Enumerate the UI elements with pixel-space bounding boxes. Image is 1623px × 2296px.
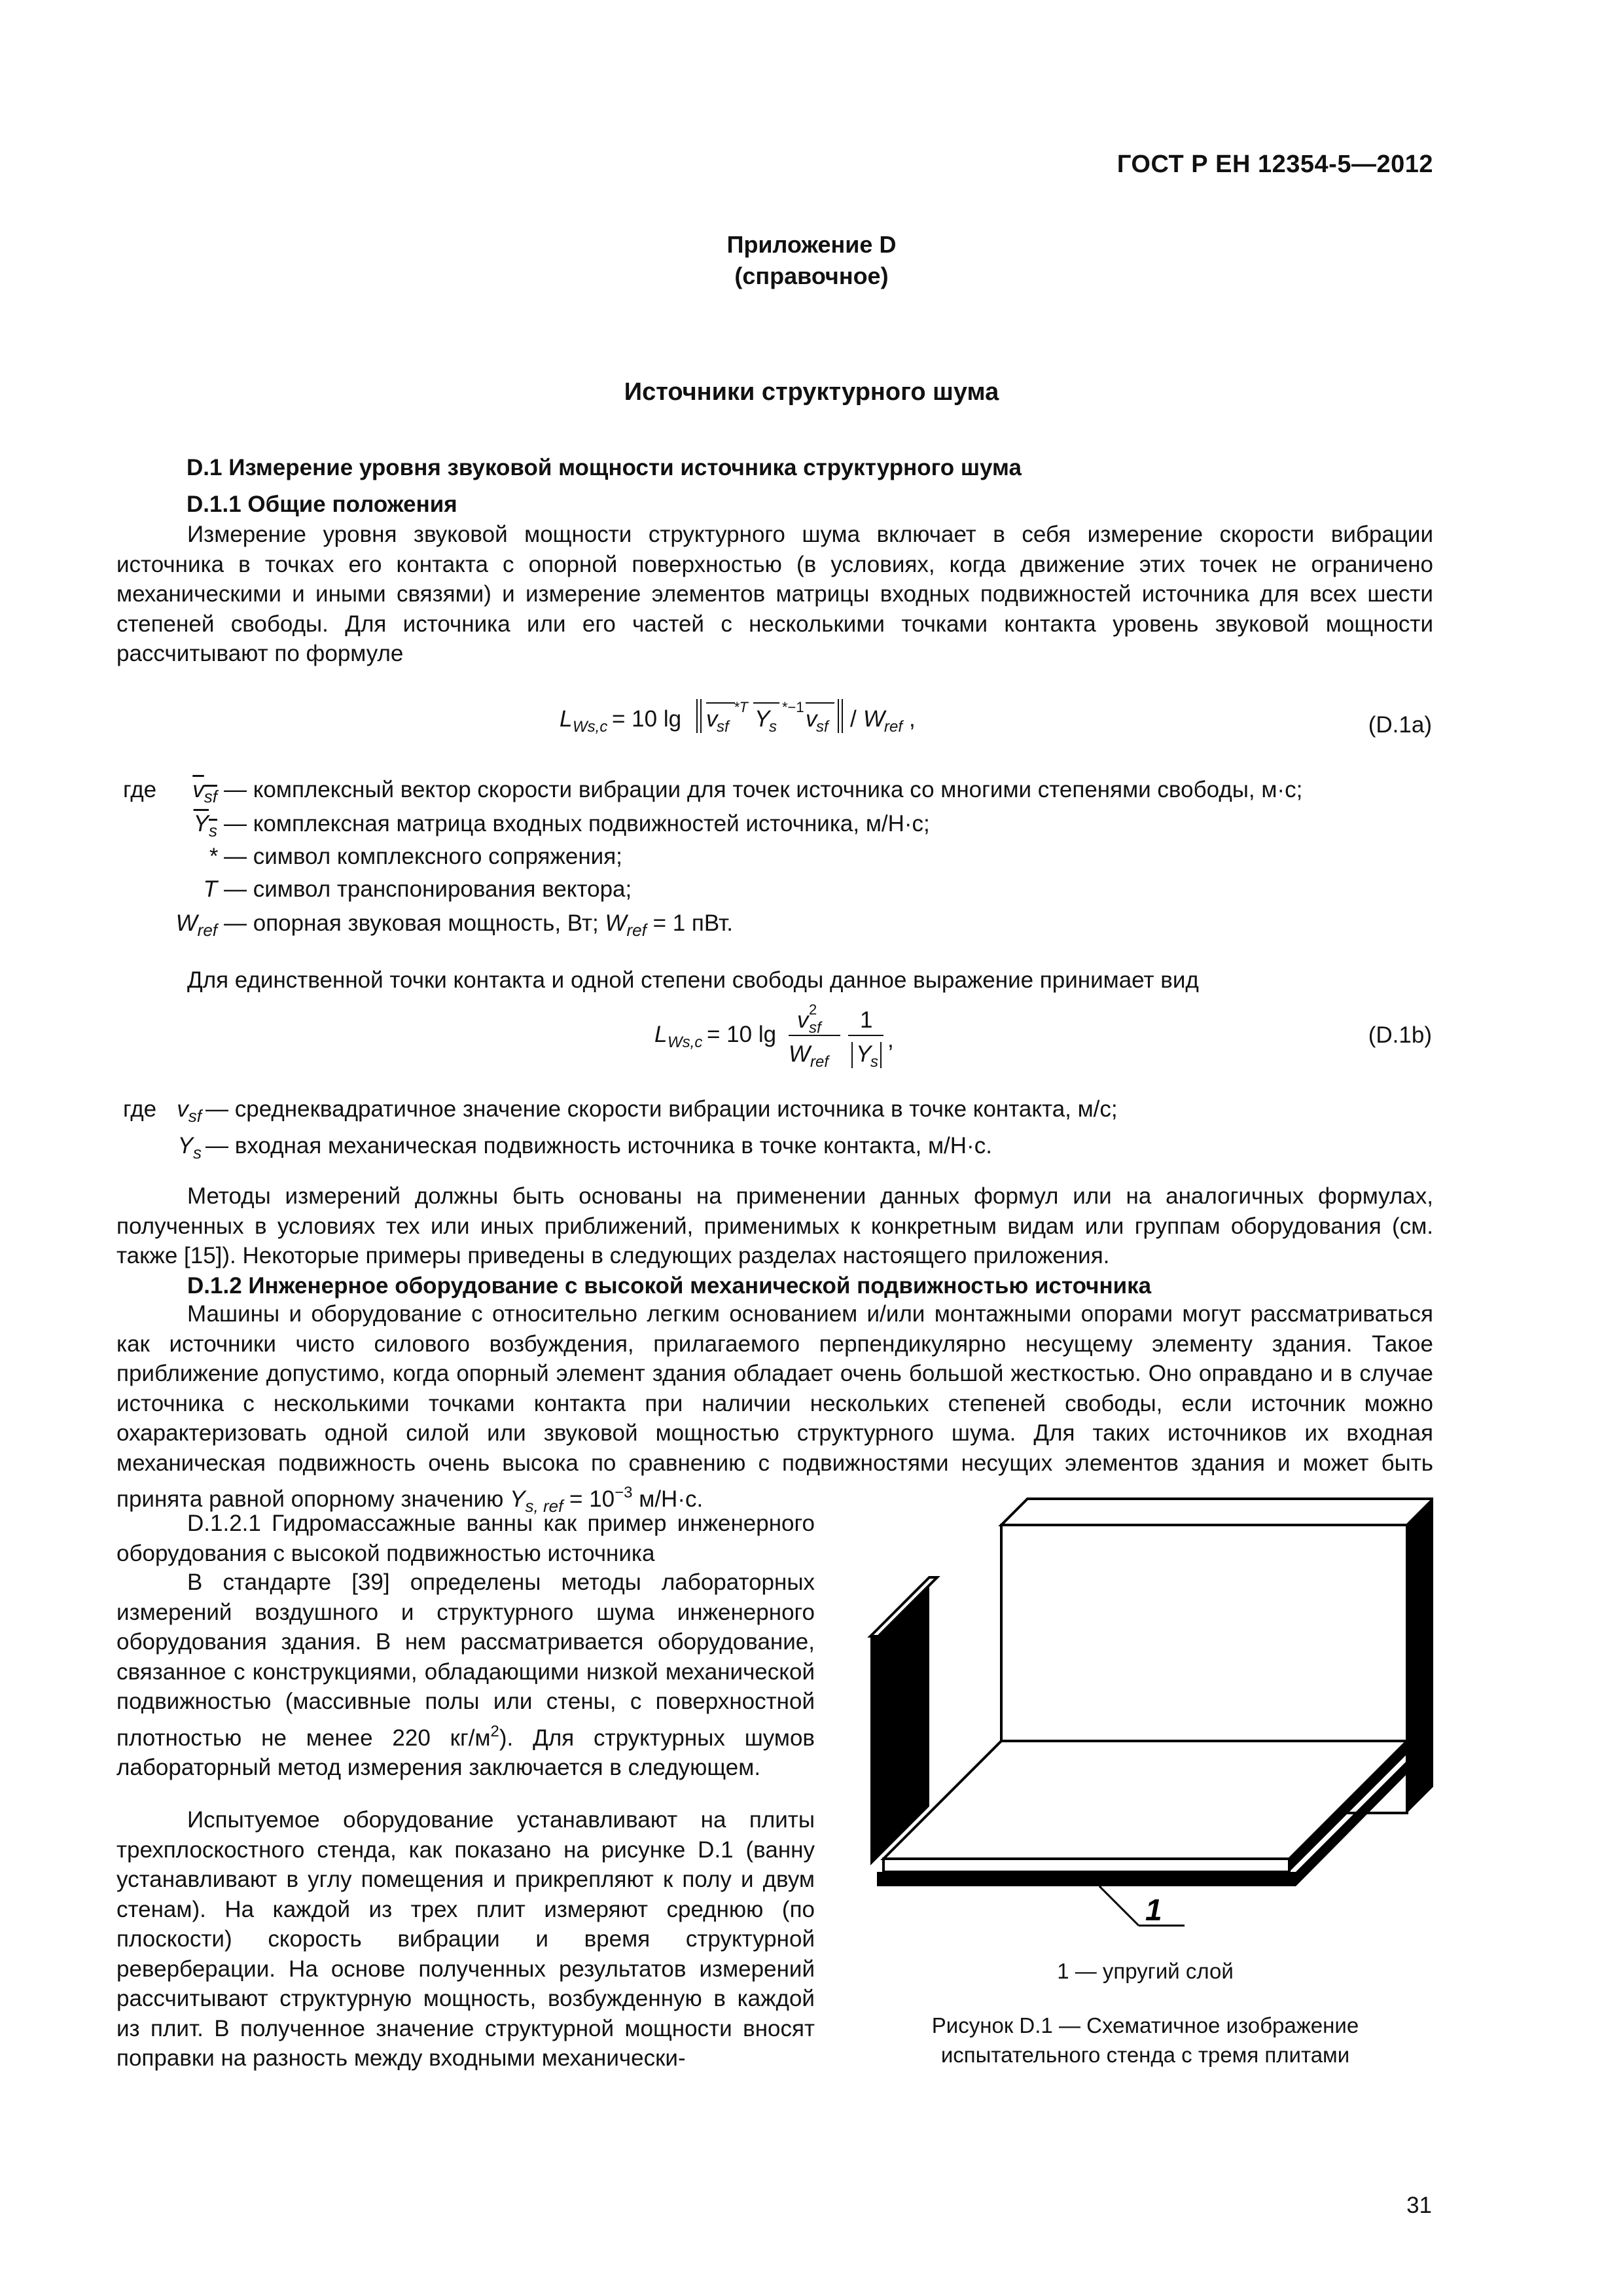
section-d1-heading: D.1 Измерение уровня звуковой мощности источника структурного шума xyxy=(187,455,1022,480)
svg-text:v: v xyxy=(706,706,718,732)
svg-text:sf: sf xyxy=(816,718,829,736)
symbol-t: T xyxy=(203,876,217,902)
def-w-ref-value: = 1 пВт. xyxy=(652,910,733,936)
def-v-sf: — среднеквадратичное значение скорости вибрации источника в точке контакта, м/с; xyxy=(205,1096,1118,1122)
svg-text:*T: *T xyxy=(734,699,748,715)
symbol-y-s-matrix: $Y_s$ xyxy=(193,811,217,840)
defs-a-where: где xyxy=(123,777,157,802)
col-para1-end: ). Для структурных шумов лабораторный метод измерения заключается в следующем. xyxy=(116,1725,815,1780)
svg-text:= 10 lg: = 10 lg xyxy=(612,706,682,732)
section-d121-heading: D.1.2.1 Гидромассажные ванны как пример инженерного оборудования с высокой подвижностью источника xyxy=(116,1511,815,1566)
formula-d1b xyxy=(654,995,916,1073)
svg-text:s: s xyxy=(769,718,777,736)
svg-text:s: s xyxy=(870,1053,878,1071)
symbol-v-sf-vector: $v_{sf}$ xyxy=(192,777,217,806)
back-wall-top-face xyxy=(1001,1499,1433,1525)
svg-text:sf: sf xyxy=(809,1019,821,1037)
section-d12-heading: D.1.2 Инженерное оборудование с высокой механической подвижностью источника xyxy=(187,1273,1152,1299)
svg-text:L: L xyxy=(560,706,573,732)
def-y-s-matrix: — комплексная матрица входных подвижностей источника, м/Н·с; xyxy=(224,811,930,836)
def-w-ref: — опорная звуковая мощность, Вт; $W_{ref} = 1$ пВт. xyxy=(224,910,733,940)
svg-text:Y: Y xyxy=(856,1041,872,1067)
svg-text:1: 1 xyxy=(860,1007,873,1033)
col-para1-exp: 2 xyxy=(490,1722,499,1740)
col-para1-text: В стандарте [39] определены методы лабораторных измерений воздушного и структурного шума инженерного оборудования здания. В нем рассматривается оборудование, связанное с конструкциями, обладающими низкой механической подвижностью (массивные полы или стены, с поверхностной плотностью не менее 220 кг/м xyxy=(116,1570,815,1751)
callout-leader xyxy=(1099,1886,1139,1926)
def-w-ref-text: — опорная звуковая мощность, Вт; xyxy=(224,910,599,936)
d12-unit: м/Н·с. xyxy=(639,1486,704,1512)
single-point-text: Для единственной точки контакта и одной степени свободы данное выражение принимает вид xyxy=(187,967,1199,993)
svg-text:2: 2 xyxy=(809,1001,817,1018)
page-number: 31 xyxy=(1406,2193,1432,2218)
svg-text:Y: Y xyxy=(755,706,770,732)
floor-slab-front xyxy=(883,1859,1289,1872)
svg-text:,: , xyxy=(887,1027,894,1052)
figure-caption-line1: Рисунок D.1 — Схематичное изображение xyxy=(931,2013,1359,2037)
def-v-sf-vector: — комплексный вектор скорости вибрации для точек источника со многими степенями свободы, м·с; xyxy=(224,777,1303,802)
svg-text:L: L xyxy=(654,1022,668,1047)
svg-text:= 10 lg: = 10 lg xyxy=(707,1022,777,1047)
figure-caption-line2: испытательного стенда с тремя плитами xyxy=(940,2043,1350,2067)
figure-caption xyxy=(857,2011,1433,2070)
document-id: ГОСТ Р ЕН 12354-5—2012 xyxy=(1116,151,1433,178)
formula-d1a-graphic xyxy=(560,694,952,740)
section-d11-text: Измерение уровня звуковой мощности структурного шума включает в себя измерение скорости вибрации источника в точках его контакта с опорной поверхностью (в условиях, когда движение этих точек не ограничено механическими и иными связями) и измерение элементов матрицы входных подвижностей источника для всех шести степеней свободы. Для источника или его частей с несколькими точками контакта уровень звуковой мощности рассчитывают по формуле xyxy=(116,522,1433,666)
svg-text:W: W xyxy=(789,1041,811,1067)
svg-text:ref: ref xyxy=(810,1053,829,1071)
svg-text:W: W xyxy=(863,706,885,732)
svg-text:Ws,c: Ws,c xyxy=(573,718,608,736)
figure-d1-test-stand xyxy=(844,1486,1433,1944)
svg-text:*−1: *−1 xyxy=(782,699,804,715)
appendix-title: Источники структурного шума xyxy=(624,378,999,406)
methods-text: Методы измерений должны быть основаны на применении данных формул или на аналогичных формулах, полученных в условиях тех или иных приближений, применимых к конкретным видам или группам оборудования (см. также [15]). Некоторые примеры приведены в следующих разделах настоящего приложения. xyxy=(116,1183,1433,1268)
svg-text:Ws,c: Ws,c xyxy=(668,1033,703,1051)
formula-d1a xyxy=(560,694,952,740)
d12-exp: −3 xyxy=(615,1484,633,1501)
defs-b-where: где xyxy=(123,1096,157,1122)
section-d11-heading: D.1.1 Общие положения xyxy=(187,492,457,517)
equation-number-d1a: (D.1a) xyxy=(1368,712,1432,738)
d12-value: = 10 xyxy=(569,1486,615,1512)
def-t: — символ транспонирования вектора; xyxy=(224,876,632,902)
symbol-v-sf: $v_{sf}$ xyxy=(177,1096,202,1126)
d12-text: Машины и оборудование с относительно легким основанием и/или монтажными опорами могут рассматриваться как источники чисто силового возбуждения, прилагаемого перпендикулярно несущему элементу здания. Такое приближение допустимо, когда опорный элемент здания обладает очень большой жесткостью. Оно оправдано и в случае источника с несколькими точками контакта при наличии нескольких степеней свободы, если источник можно охарактеризовать одной силой или звуковой мощностью структурного шума. Для таких источников их входная механическая подвижность очень высока по сравнению с подвижностями несущих элементов здания и может быть принята равной опорному значению xyxy=(116,1301,1433,1512)
svg-text:v: v xyxy=(797,1007,809,1033)
section-d12-text: Машины и оборудование с относительно легким основанием и/или монтажными опорами могут рассматриваться как источники чисто силового возбуждения, прилагаемого перпендикулярно несущему элементу здания. Такое приближение допустимо, когда опорный элемент здания обладает очень большой жесткостью. Оно оправдано и в случае источника с несколькими точками контакта при наличии нескольких степеней свободы, если источник можно охарактеризовать одной силой или звуковой мощностью структурного шума. Для таких источников их входная механическая подвижность очень высока по сравнению с подвижностями несущих элементов здания и может быть принята равной опорному значению $Y_{s, ref} = 10^{-3}$ м/Н·с. xyxy=(116,1301,1433,1516)
column-paragraph-1 xyxy=(116,1568,815,1783)
svg-text:/: / xyxy=(850,706,857,732)
formula-d1b-graphic xyxy=(654,995,916,1073)
figure-legend: 1 — упругий слой xyxy=(1057,1959,1234,1983)
appendix-label: Приложение D xyxy=(726,231,897,258)
appendix-type: (справочное) xyxy=(734,262,889,289)
svg-text:v: v xyxy=(806,706,817,732)
svg-text:ref: ref xyxy=(884,718,903,736)
column-paragraph-2: Испытуемое оборудование устанавливают на плиты трехплоскостного стенда, как показано на рисунке D.1 (ванну устанавливают в углу помещения и прикрепляют к полу и двум стенам). На каждой из трех плит измеряют среднюю (по плоскости) скорость вибрации и время структурной реверберации. На основе полученных результатов измерений рассчитывают структурную мощность, возбужденную в каждой из плит. В полученное значение структурной мощности вносят поправки на разность между входными механически- xyxy=(116,1807,815,2071)
def-y-s: — входная механическая подвижность источника в точке контакта, м/Н·с. xyxy=(205,1133,992,1158)
callout-number: 1 xyxy=(1145,1893,1162,1927)
equation-number-d1b: (D.1b) xyxy=(1368,1022,1432,1048)
symbol-w-ref: $W_{ref}$ xyxy=(175,910,217,940)
svg-text:,: , xyxy=(909,706,916,732)
def-star: — символ комплексного сопряжения; xyxy=(224,844,622,869)
symbol-y-s: $Y_s$ xyxy=(177,1133,202,1162)
appendix-heading xyxy=(0,229,1623,292)
svg-text:sf: sf xyxy=(717,718,729,736)
symbol-star: * xyxy=(208,844,217,869)
